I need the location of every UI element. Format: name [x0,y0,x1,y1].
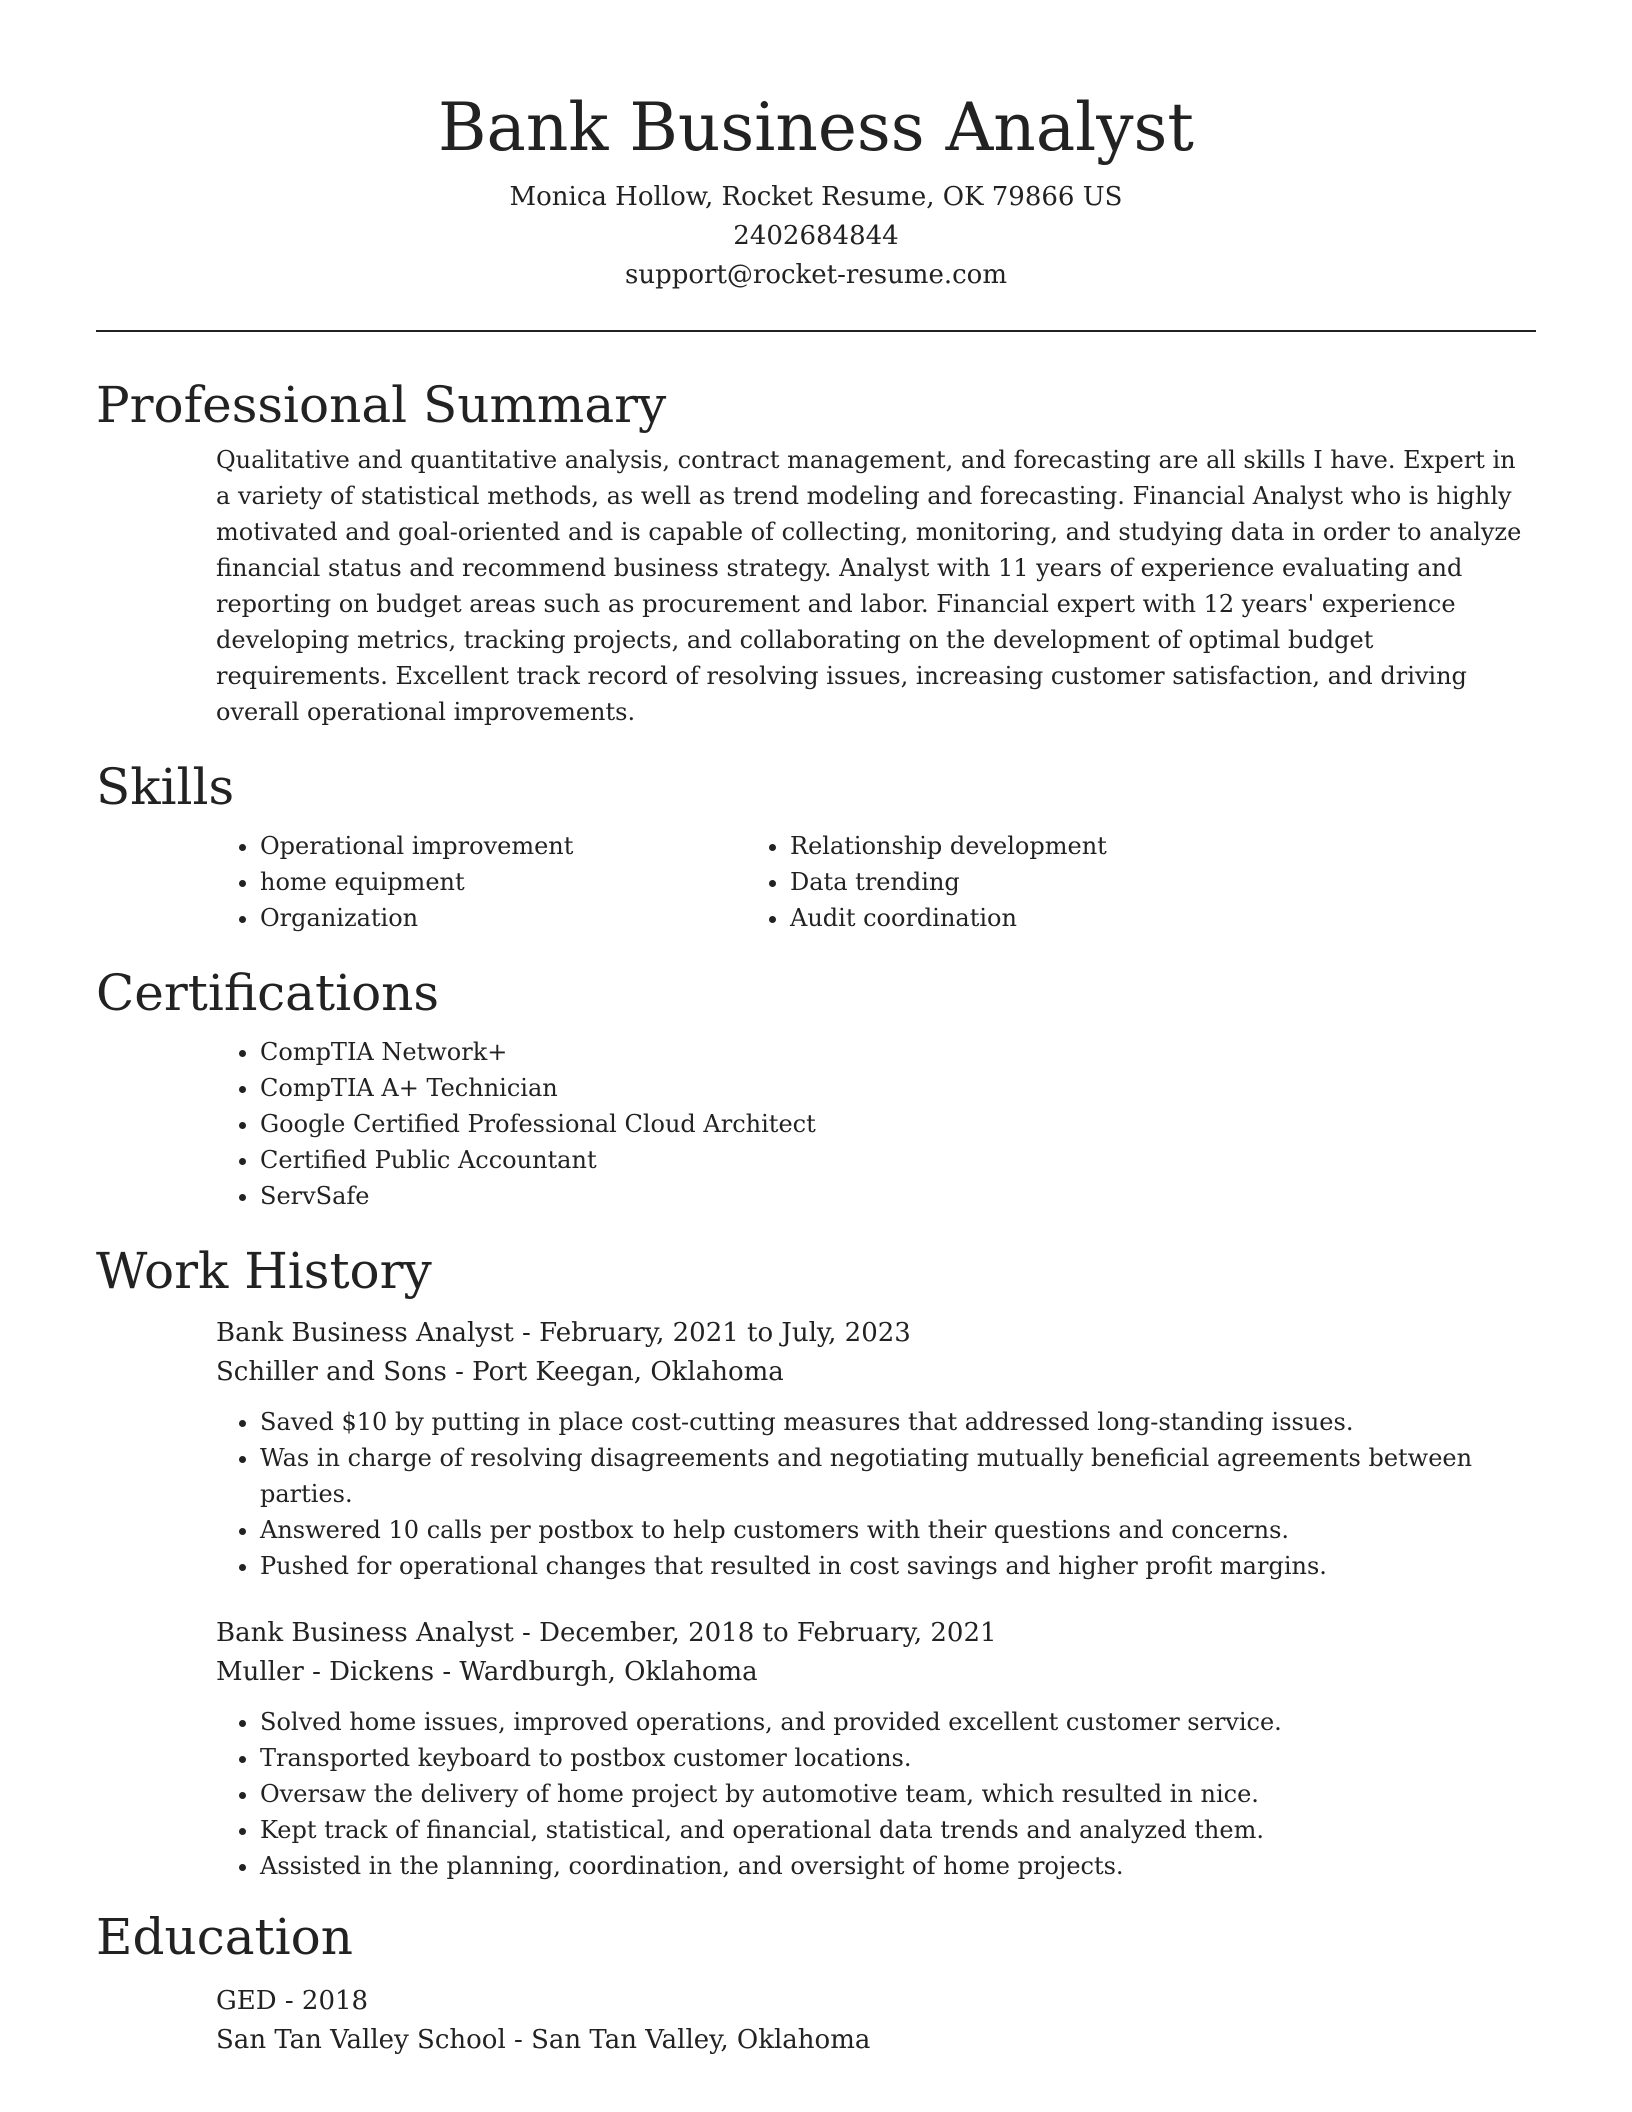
job-title-line [216,1314,1536,1353]
skills-section [96,754,1536,936]
job-dates: - December, 2018 to February, 2021 [513,1618,997,1648]
education-section [96,1904,1536,2060]
job-company: Schiller and Sons [216,1357,447,1387]
certification-item: • ServSafe [260,1178,1536,1214]
job-location: - Port Keegan, Oklahoma [446,1357,784,1387]
job-title-line [216,1614,1536,1653]
skill-item: • Data trending [790,864,1346,900]
resume-header [96,0,1536,295]
job-entry [216,1314,1536,1584]
job-bullet: • Saved $10 by putting in place cost-cutting measures that addressed long-standing issues. [260,1404,1536,1440]
skills-list-right [746,828,1346,936]
skill-item: • home equipment [260,864,746,900]
skills-heading: Skills [96,758,235,816]
job-company: Muller - Dickens [216,1657,435,1687]
job-bullets [216,1404,1536,1584]
education-entry [216,1982,1536,2060]
job-bullet: • Was in charge of resolving disagreements and negotiating mutually beneficial agreements between parties. [260,1440,1536,1512]
job-bullet: • Transported keyboard to postbox customer locations. [260,1740,1536,1776]
skill-item: • Relationship development [790,828,1346,864]
certification-item: • CompTIA Network+ [260,1034,1536,1070]
education-school: San Tan Valley School [216,2025,506,2055]
certification-item: • Certified Public Accountant [260,1142,1536,1178]
candidate-name: Bank Business Analyst [438,89,1194,166]
certification-item: • Google Certified Professional Cloud Architect [260,1106,1536,1142]
education-year: - 2018 [276,1986,369,2016]
job-title: Bank Business Analyst [216,1318,514,1348]
skill-item: • Audit coordination [790,900,1346,936]
skills-list-left [96,828,746,936]
skill-item: • Operational improvement [260,828,746,864]
job-dates: - February, 2021 to July, 2023 [513,1318,911,1348]
contact-block [96,178,1536,295]
education-school-line [216,2021,1536,2060]
skill-item: • Organization [260,900,746,936]
education-degree-line [216,1982,1536,2021]
job-location: - Wardburgh, Oklahoma [434,1657,758,1687]
education-heading: Education [96,1908,353,1966]
education-degree: GED [216,1986,277,2016]
contact-phone: 2402684844 [733,221,899,251]
header-divider [96,330,1536,332]
job-bullet: • Pushed for operational changes that resulted in cost savings and higher profit margins. [260,1548,1536,1584]
job-title: Bank Business Analyst [216,1618,514,1648]
certifications-heading: Certifications [96,964,440,1022]
contact-email: support@rocket-resume.com [624,260,1007,290]
resume-page [96,0,1536,2060]
job-bullet: • Answered 10 calls per postbox to help customers with their questions and concerns. [260,1512,1536,1548]
work-history-heading: Work History [96,1242,432,1300]
job-bullet: • Oversaw the delivery of home project by automotive team, which resulted in nice. [260,1776,1536,1812]
job-bullet: • Assisted in the planning, coordination, and oversight of home projects. [260,1848,1536,1884]
job-bullets [216,1704,1536,1884]
contact-address: Monica Hollow, Rocket Resume, OK 79866 US [509,182,1123,212]
skills-grid [96,828,1536,936]
work-history-section [96,1238,1536,1884]
certifications-list [96,1034,1536,1214]
summary-text: Qualitative and quantitative analysis, contract management, and forecasting are all skills I have. Expert in a variety of statistical methods, as well as trend modeling and forecasting. Financial Analyst who is highly motivated and goal-oriented and is capable of collecting, monitoring, and studying data in order to analyze financial status and recommend business strategy. Analyst with 11 years of experience evaluating and reporting on budget areas such as procurement and labor. Financial expert with 12 years' experience developing metrics, tracking projects, and collaborating on the development of optimal budget requirements. Excellent track record of resolving issues, increasing customer satisfaction, and driving overall operational improvements. [216,446,1522,726]
summary-heading: Professional Summary [96,376,667,434]
certification-item: • CompTIA A+ Technician [260,1070,1536,1106]
job-entry [216,1614,1536,1884]
summary-section [96,372,1536,730]
job-company-line [216,1653,1536,1692]
job-bullet: • Solved home issues, improved operations, and provided excellent customer service. [260,1704,1536,1740]
job-company-line [216,1353,1536,1392]
certifications-section [96,960,1536,1214]
education-location: - San Tan Valley, Oklahoma [505,2025,871,2055]
job-bullet: • Kept track of financial, statistical, and operational data trends and analyzed them. [260,1812,1536,1848]
